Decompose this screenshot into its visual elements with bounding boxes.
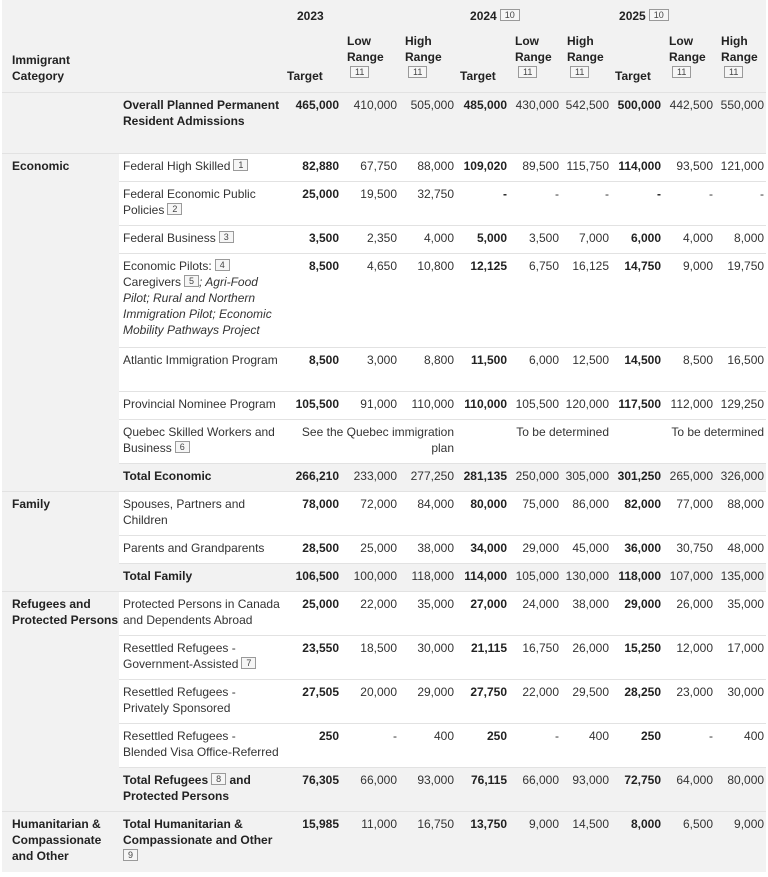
cell: 14,500 <box>561 812 611 872</box>
cell: 14,500 <box>624 352 662 367</box>
cell: 8,000 <box>734 230 765 245</box>
cell: 130,000 <box>561 564 611 592</box>
row-label: Total Family <box>119 564 283 592</box>
cell: - <box>709 729 714 743</box>
cell: 442,500 <box>663 92 715 153</box>
cell: 105,500 <box>515 396 560 411</box>
cell: 118,000 <box>399 564 456 592</box>
quebec-2023-note: See the Quebec immigration plan <box>301 424 455 455</box>
cell: 500,000 <box>611 92 663 153</box>
cell: 30,000 <box>417 641 455 655</box>
category-humanitarian: Humanitarian & Compassionate and Other <box>2 812 119 872</box>
cell: 2,350 <box>366 230 397 245</box>
cell: 19,750 <box>727 258 765 273</box>
cell: 35,000 <box>727 597 765 611</box>
cell: 8,500 <box>308 352 339 367</box>
cell: 9,000 <box>715 812 766 872</box>
year-2025-header: 2025 <box>619 9 646 23</box>
cell: 26,000 <box>572 641 610 655</box>
cell: 400 <box>433 729 455 743</box>
cell: 3,000 <box>366 352 397 367</box>
row-label: Spouses, Partners and Children <box>123 497 246 527</box>
low-range-header: Low Range 11 <box>663 27 715 92</box>
cell: 76,305 <box>283 768 341 812</box>
cell: 114,000 <box>618 158 662 173</box>
cell: 112,000 <box>670 396 714 411</box>
cell: 66,000 <box>509 768 561 812</box>
cell: 8,800 <box>423 352 455 367</box>
cell: 48,000 <box>727 541 765 555</box>
cell: 485,000 <box>456 92 509 153</box>
cell: 16,750 <box>399 812 456 872</box>
quebec-2025-note: To be determined <box>671 424 765 439</box>
cell: 80,000 <box>470 497 508 511</box>
row-label: Federal Business 3 <box>119 225 283 253</box>
cell: 410,000 <box>341 92 399 153</box>
cell: 505,000 <box>399 92 456 153</box>
cell: 11,500 <box>470 352 508 367</box>
cell: 29,500 <box>572 685 610 699</box>
cell: 465,000 <box>283 92 341 153</box>
cell: 250 <box>318 729 339 743</box>
cell: 34,000 <box>470 541 508 555</box>
cell: 38,000 <box>417 541 455 555</box>
cell: 93,500 <box>676 158 714 173</box>
cell: 305,000 <box>561 463 611 491</box>
cell: 22,000 <box>360 597 397 611</box>
high-range-header: High Range 11 <box>715 27 766 92</box>
cell: 105,000 <box>509 564 561 592</box>
target-header: Target <box>611 27 663 92</box>
year-2024-header: 2024 <box>470 9 497 23</box>
cell: 117,500 <box>618 396 662 411</box>
footnote-4-link[interactable]: 4 <box>215 259 230 271</box>
table-row <box>2 592 766 636</box>
cell: 26,000 <box>676 597 714 611</box>
cell: 93,000 <box>561 768 611 812</box>
cell: 281,135 <box>456 463 509 491</box>
target-header: Target <box>456 27 509 92</box>
cell: 135,000 <box>715 564 766 592</box>
cell: 250 <box>486 729 508 743</box>
year-2023-header: 2023 <box>297 9 324 23</box>
row-label: Quebec Skilled Workers and Business 6 <box>123 424 275 455</box>
cell: 29,000 <box>522 541 560 555</box>
quebec-2024-note: To be determined <box>516 424 610 439</box>
cell: 16,750 <box>522 641 560 655</box>
cell: 18,500 <box>360 641 397 655</box>
cell: 106,500 <box>283 564 341 592</box>
target-header: Target <box>283 27 341 92</box>
cell: 36,000 <box>624 541 662 555</box>
cell: 110,000 <box>411 396 455 411</box>
cell: 6,500 <box>663 812 715 872</box>
row-label: Economic Pilots: 4 Caregivers 5 ; Agri-Food Pilot; Rural and Northern Immigration Pilot; Economic Mobility Pathways Project <box>123 258 272 337</box>
row-label: Resettled Refugees - Privately Sponsored <box>123 685 236 715</box>
cell: 8,500 <box>683 352 714 367</box>
cell: 250,000 <box>509 463 561 491</box>
cell: 30,750 <box>676 541 714 555</box>
footnote-7-link[interactable]: 7 <box>241 657 256 669</box>
footnote-6-link[interactable]: 6 <box>175 441 190 453</box>
cell: 84,000 <box>417 497 455 511</box>
row-label: Total Refugees 8 and Protected Persons <box>119 768 283 812</box>
cell: 6,750 <box>528 258 560 273</box>
footnote-11-link[interactable]: 11 <box>350 66 369 78</box>
cell: - <box>393 729 397 743</box>
cell: 400 <box>589 729 610 743</box>
immigrant-category-header: Immigrant Category <box>2 0 119 92</box>
cell: 23,550 <box>302 641 339 655</box>
footnote-5-link[interactable]: 5 <box>184 275 199 287</box>
cell: 86,000 <box>572 497 610 511</box>
table-row <box>2 153 766 181</box>
cell: 13,750 <box>456 812 509 872</box>
cell: 15,985 <box>283 812 341 872</box>
cell: - <box>555 729 560 743</box>
cell: 12,500 <box>572 352 610 367</box>
cell: 11,000 <box>341 812 399 872</box>
cell: 72,750 <box>611 768 663 812</box>
cell: 8,000 <box>611 812 663 872</box>
overall-label: Overall Planned Permanent Resident Admissions <box>119 92 283 153</box>
row-label: Protected Persons in Canada and Dependents Abroad <box>123 597 280 627</box>
year-header-row <box>2 0 766 27</box>
cell: 75,000 <box>522 497 560 511</box>
category-refugees: Refugees and Protected Persons <box>2 592 119 812</box>
cell: 29,000 <box>417 685 455 699</box>
cell: 4,650 <box>366 258 397 273</box>
cell: 32,750 <box>417 186 455 201</box>
cell: 82,880 <box>302 158 339 173</box>
cell: 27,750 <box>470 685 508 699</box>
row-label: Atlantic Immigration Program <box>123 352 278 367</box>
cell: 82,000 <box>624 497 662 511</box>
cell: 100,000 <box>341 564 399 592</box>
cell: 233,000 <box>341 463 399 491</box>
cell: 12,125 <box>470 258 508 273</box>
total-row <box>2 812 766 872</box>
cell: 110,000 <box>464 396 508 411</box>
cell: 15,250 <box>624 641 662 655</box>
cell: 550,000 <box>715 92 766 153</box>
cell: 542,500 <box>561 92 611 153</box>
cell: 3,500 <box>308 230 339 245</box>
footnote-8-link[interactable]: 8 <box>211 773 226 785</box>
cell: 88,000 <box>727 497 765 511</box>
row-label: Total Economic <box>119 463 283 491</box>
cell: 27,505 <box>302 685 339 699</box>
row-label: Provincial Nominee Program <box>123 396 276 411</box>
cell: 118,000 <box>611 564 663 592</box>
row-label: Resettled Refugees - Blended Visa Office-Referred <box>123 729 279 759</box>
footnote-11-link[interactable]: 11 <box>672 66 691 78</box>
cell: 22,000 <box>522 685 560 699</box>
cell: 23,000 <box>676 685 714 699</box>
cell: 3,500 <box>528 230 560 245</box>
cell: 265,000 <box>663 463 715 491</box>
cell: 9,000 <box>509 812 561 872</box>
category-economic: Economic <box>2 153 119 492</box>
category-family: Family <box>2 492 119 592</box>
cell: 35,000 <box>417 597 455 611</box>
cell: 9,000 <box>683 258 714 273</box>
cell: 5,000 <box>476 230 508 245</box>
cell: 72,000 <box>360 497 397 511</box>
cell: 109,020 <box>463 158 508 173</box>
footnote-9-link[interactable]: 9 <box>123 849 138 861</box>
high-range-header: High Range 11 <box>561 27 611 92</box>
cell: 93,000 <box>399 768 456 812</box>
cell: 114,000 <box>456 564 509 592</box>
cell: 277,250 <box>399 463 456 491</box>
cell: 14,750 <box>624 258 662 273</box>
cell: 28,250 <box>624 685 662 699</box>
footnote-11-link[interactable]: 11 <box>570 66 589 78</box>
cell: 25,000 <box>302 186 339 201</box>
low-range-header: Low Range 11 <box>509 27 561 92</box>
footnote-11-link[interactable]: 11 <box>408 66 427 78</box>
cell: 6,000 <box>528 352 560 367</box>
cell: 27,000 <box>470 597 508 611</box>
footnote-11-link[interactable]: 11 <box>724 66 743 78</box>
cell: 8,500 <box>308 258 339 273</box>
cell: 77,000 <box>676 497 714 511</box>
immigration-levels-table <box>2 0 766 872</box>
footnote-10-link[interactable]: 10 <box>500 9 520 21</box>
high-range-header: High Range 11 <box>399 27 456 92</box>
cell: 30,000 <box>727 685 765 699</box>
row-label: Parents and Grandparents <box>123 541 265 555</box>
cell: 28,500 <box>302 541 339 555</box>
cell: 107,000 <box>663 564 715 592</box>
cell: 129,250 <box>720 396 765 411</box>
cell: 91,000 <box>360 396 397 411</box>
cell: 21,115 <box>470 641 508 655</box>
cell: 88,000 <box>417 158 455 173</box>
cell: - <box>760 186 765 201</box>
row-label: Resettled Refugees - Government-Assisted 7 <box>119 636 283 680</box>
cell: 17,000 <box>727 641 765 655</box>
cell: 38,000 <box>572 597 610 611</box>
low-range-header: Low Range 11 <box>341 27 399 92</box>
cell: 67,750 <box>360 158 397 173</box>
footnote-1-link[interactable]: 1 <box>233 159 248 171</box>
table-row <box>2 492 766 536</box>
cell: 250 <box>641 729 662 743</box>
cell: - <box>657 186 662 201</box>
footnote-10-link[interactable]: 10 <box>649 9 669 21</box>
row-label: Federal Economic Public Policies 2 <box>123 186 256 217</box>
cell: 12,000 <box>676 641 714 655</box>
cell: - <box>605 186 610 201</box>
row-label: Total Humanitarian & Compassionate and Other 9 <box>119 812 283 872</box>
footnote-2-link[interactable]: 2 <box>167 203 182 215</box>
cell: 66,000 <box>341 768 399 812</box>
cell: 115,750 <box>566 158 610 173</box>
cell: 10,800 <box>417 258 455 273</box>
cell: 80,000 <box>715 768 766 812</box>
cell: 4,000 <box>423 230 455 245</box>
cell: 6,000 <box>631 230 662 245</box>
cell: 7,000 <box>579 230 610 245</box>
cell: 121,000 <box>720 158 765 173</box>
cell: 45,000 <box>572 541 610 555</box>
cell: 16,500 <box>727 352 765 367</box>
cell: 430,000 <box>509 92 561 153</box>
cell: 20,000 <box>360 685 397 699</box>
cell: 400 <box>744 729 765 743</box>
cell: 16,125 <box>572 258 610 273</box>
cell: 4,000 <box>683 230 714 245</box>
cell: 105,500 <box>295 396 339 411</box>
cell: 25,000 <box>360 541 397 555</box>
cell: 266,210 <box>283 463 341 491</box>
overall-row <box>2 92 766 153</box>
cell: 64,000 <box>663 768 715 812</box>
cell: - <box>503 186 508 201</box>
cell: 24,000 <box>522 597 560 611</box>
footnote-11-link[interactable]: 11 <box>518 66 537 78</box>
cell: 19,500 <box>360 186 397 201</box>
cell: 29,000 <box>624 597 662 611</box>
cell: - <box>555 186 560 201</box>
cell: 326,000 <box>715 463 766 491</box>
cell: 25,000 <box>302 597 339 611</box>
cell: 89,500 <box>522 158 560 173</box>
row-label: Federal High Skilled 1 <box>119 153 283 181</box>
cell: 78,000 <box>302 497 339 511</box>
cell: 301,250 <box>611 463 663 491</box>
footnote-3-link[interactable]: 3 <box>219 231 234 243</box>
cell: 76,115 <box>456 768 509 812</box>
cell: 120,000 <box>565 396 610 411</box>
cell: - <box>709 186 714 201</box>
